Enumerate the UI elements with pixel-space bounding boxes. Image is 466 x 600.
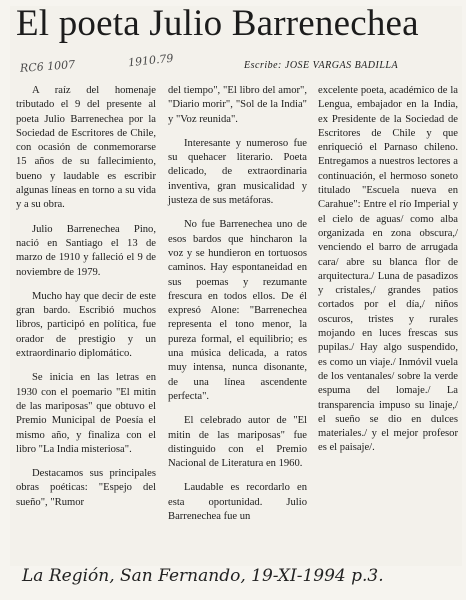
paragraph: Destacamos sus principales obras poéticas: "Espejo del sueño", "Rumor	[16, 468, 156, 508]
handwritten-source-note: La Región, San Fernando, 19-XI-1994 p.3.	[22, 566, 384, 586]
paragraph: excelente poeta, académico de la Lengua, embajador en la India, ex Presidente de la Sociedad de Escritores de Chile y que enriqueció el Parnaso chileno. Entregamos a nuestros lectores a continuación, el hermoso soneto titulado "Escuela nueva en Carahue": Entre el río Imperial y el cielo de aguas/ como alba organizada en zona obscura,/ venciendo el barro de arrugada cara/ abre su blanca flor de arquitectura./ Luna de pasadizos y cristales,/ grandes patios cortados por el día,/ niños oscuros, tristes y rurales mojando en luces frescas sus pupilas./ Hay algo suspendido, es como un viaje./ Inmóvil vuela de los ventanales/ sobre la verde espuma del lomaje./ La transparencia impuso su linaje,/ el sueño se dio en dulces materiales./ y el mejor profesor es el paisaje/.	[318, 85, 458, 454]
paragraph: del tiempo", "El libro del amor", "Diario morir", "Sol de la India" y "Voz reunida".	[168, 85, 307, 125]
paragraph: El celebrado autor de "El mitin de las mariposas" fue distinguido con el Premio Nacional de Literatura en 1960.	[168, 415, 307, 470]
article-title: El poeta Julio Barrenechea	[16, 3, 419, 44]
article-column-3	[318, 84, 458, 466]
paragraph: Julio Barrenechea Pino, nació en Santiago el 13 de marzo de 1910 y falleció el 9 de noviembre de 1979.	[16, 223, 156, 278]
handwritten-archive-date: 1910.79	[127, 51, 175, 70]
paragraph: Mucho hay que decir de este gran bardo. Escribió muchos libros, participó en política, fue orador de prestigio y un extraordinario diplomático.	[16, 290, 156, 360]
paragraph: Laudable es recordarlo en esta oportunidad. Julio Barrenechea fue un	[168, 482, 307, 523]
paragraph: Interesante y numeroso fue su quehacer literario. Poeta delicado, de extraordinaria inventiva, gran musicalidad y justeza de sus metáforas.	[168, 137, 307, 207]
article-column-1	[16, 84, 156, 520]
paragraph: Se inicia en las letras en 1930 con el poemario "El mitin de las mariposas" que obtuvo el Premio Municipal de Poesía el mismo año, y finaliza con el libro "La India misteriosa".	[16, 372, 156, 455]
byline-author: JOSE VARGAS BADILLA	[284, 60, 399, 71]
byline	[244, 60, 398, 71]
handwritten-archive-code: RC6 1007	[19, 58, 76, 75]
byline-label: Escribe:	[244, 60, 282, 71]
paragraph: No fue Barrenechea uno de esos bardos que hincharon la voz y se hundieron en tortuosos caminos. Hay espontaneidad en sus poemas y rezumante frescura en todos ellos. De él expresó Alone: "Barrenechea representa el tono menor, la pureza formal, el equilibrio; es una música delicada, a ratos muy intensa, nunca disonante, de una línea ascendente perfecta".	[168, 219, 307, 402]
paragraph: A raíz del homenaje tributado el 9 del presente al poeta Julio Barrenechea por la Sociedad de Escritores de Chile, con ocasión de conmemorarse 15 años de su fallecimiento, bueno y laudable es escribir algunas líneas en torno a su vida y a su obra.	[16, 85, 156, 211]
article-column-2	[168, 84, 307, 534]
